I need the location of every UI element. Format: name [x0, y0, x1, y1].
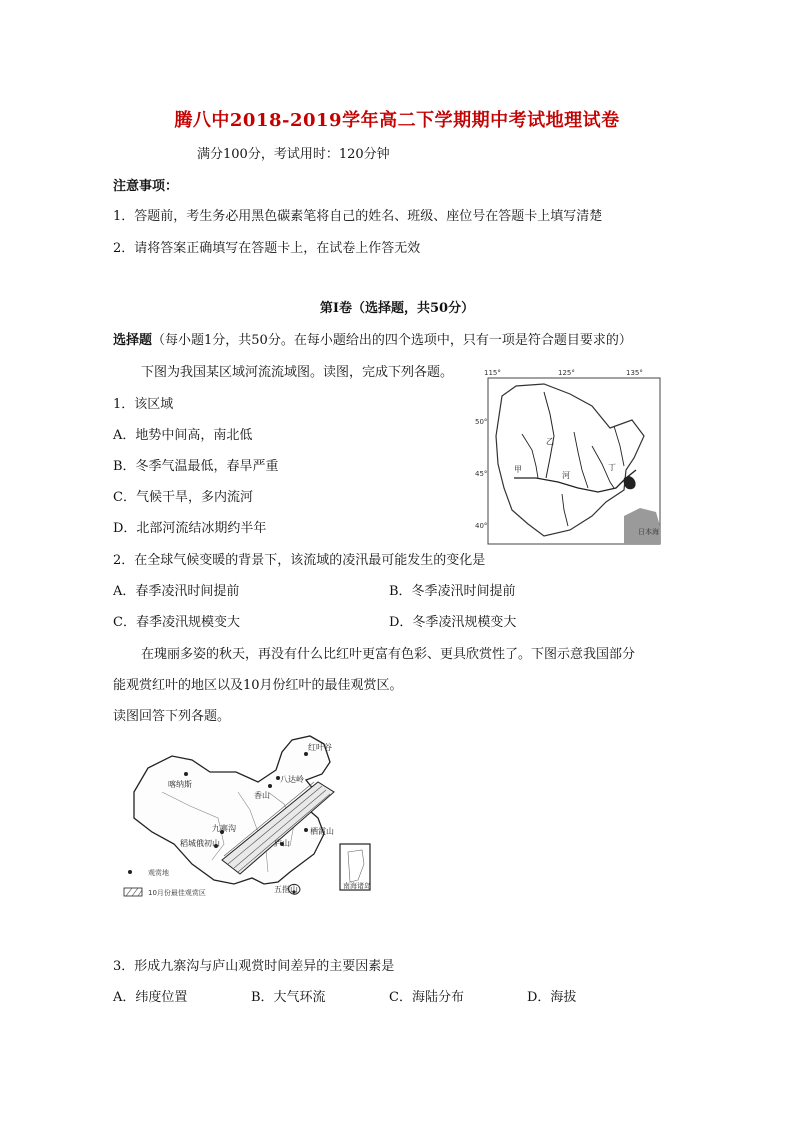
- question-2-option-a: A．春季凌汛时间提前: [113, 584, 240, 599]
- basin-boundary: [496, 384, 644, 536]
- sea-area: [624, 508, 660, 544]
- place-label: 九寨沟: [212, 824, 236, 833]
- place-label: 稻城俄初山: [180, 839, 220, 848]
- question-2-option-d: D．冬季凌汛规模变大: [389, 615, 517, 630]
- question-1-option-d: D．北部河流结冰期约半年: [113, 521, 267, 536]
- legend-label: 10月份最佳观赏区: [148, 889, 206, 897]
- question-3-stem: 3．形成九寨沟与庐山观赏时间差异的主要因素是: [113, 959, 395, 974]
- lat-label: 40°: [475, 522, 488, 530]
- group2-intro-line1: 在瑰丽多姿的秋天，再没有什么比红叶更富有色彩、更具欣赏性了。下图示意我国部分: [141, 647, 636, 662]
- question-1-stem: 1．该区域: [113, 397, 174, 412]
- group1-intro: 下图为我国某区域河流流域图。读图，完成下列各题。: [141, 365, 454, 380]
- group2-prompt: 读图回答下列各题。: [113, 709, 231, 724]
- river-branch: [544, 392, 554, 478]
- main-river: [514, 470, 636, 492]
- instruction-bold: 选择题: [113, 333, 153, 348]
- legend-label: 观赏地: [148, 869, 169, 877]
- question-3-option-b: B．大气环流: [251, 990, 326, 1005]
- notice-item: 2．请将答案正确填写在答题卡上，在试卷上作答无效: [113, 241, 421, 256]
- place-label: 喀纳斯: [168, 780, 192, 789]
- river-branch: [562, 494, 568, 526]
- river-branch: [522, 434, 538, 478]
- question-2-option-c: C．春季凌汛规模变大: [113, 615, 240, 630]
- viewing-site-marker: [268, 784, 272, 788]
- place-label: 栖霞山: [310, 827, 334, 836]
- notice-item: 1．答题前，考生务必用黑色碳素笔将自己的姓名、班级、座位号在答题卡上填写清楚: [113, 209, 603, 224]
- lon-label: 135°: [626, 369, 643, 377]
- sea-label: 日本海: [638, 528, 659, 536]
- exam-subtitle: 满分100分，考试用时：120分钟: [197, 147, 390, 162]
- lake: [624, 476, 636, 489]
- place-label-ding: 丁: [608, 463, 616, 472]
- lat-label: 45°: [475, 470, 488, 478]
- lon-label: 115°: [484, 369, 501, 377]
- instruction-rest: （每小题1分，共50分。在每小题给出的四个选项中，只有一项是符合题目要求的）: [152, 333, 632, 348]
- viewing-site-marker: [304, 752, 308, 756]
- inset-label: 南海诸岛: [343, 882, 371, 890]
- place-label-jia: 甲: [514, 465, 522, 474]
- lon-label: 125°: [558, 369, 575, 377]
- place-label-yi: 乙: [546, 437, 554, 446]
- question-1-option-a: A．地势中间高，南北低: [113, 428, 253, 443]
- place-label: 香山: [254, 791, 270, 800]
- exam-title: 腾八中2018-2019学年高二下学期期中考试地理试卷: [174, 110, 620, 131]
- place-label: 庐山: [274, 839, 290, 848]
- question-2-stem: 2．在全球气候变暖的背景下，该流域的凌汛最可能发生的变化是: [113, 553, 486, 568]
- notice-heading: 注意事项：: [113, 179, 179, 194]
- red-leaf-map: [118, 732, 398, 910]
- place-label: 八达岭: [280, 775, 304, 784]
- legend-site-marker: [128, 870, 132, 874]
- river-basin-map: [474, 366, 662, 546]
- group2-intro-line2: 能观赏红叶的地区以及10月份红叶的最佳观赏区。: [113, 678, 403, 693]
- question-3-option-a: A．纬度位置: [113, 990, 188, 1005]
- place-label: 红叶谷: [308, 743, 332, 752]
- question-1-option-c: C．气候干旱，多内流河: [113, 490, 253, 505]
- section-title: 第Ⅰ卷（选择题，共50分）: [319, 301, 475, 316]
- question-3-option-d: D．海拔: [527, 990, 577, 1005]
- place-label: 五指山: [274, 885, 298, 894]
- lat-label: 50°: [475, 418, 488, 426]
- river-branch: [574, 432, 588, 488]
- viewing-site-marker: [184, 772, 188, 776]
- viewing-site-marker: [304, 828, 308, 832]
- place-label-he: 河: [562, 471, 570, 480]
- question-3-option-c: C．海陆分布: [389, 990, 464, 1005]
- river-branch: [614, 426, 624, 466]
- question-2-option-b: B．冬季凌汛时间提前: [389, 584, 516, 599]
- question-1-option-b: B．冬季气温最低，春旱严重: [113, 459, 279, 474]
- section-instruction: [113, 332, 632, 350]
